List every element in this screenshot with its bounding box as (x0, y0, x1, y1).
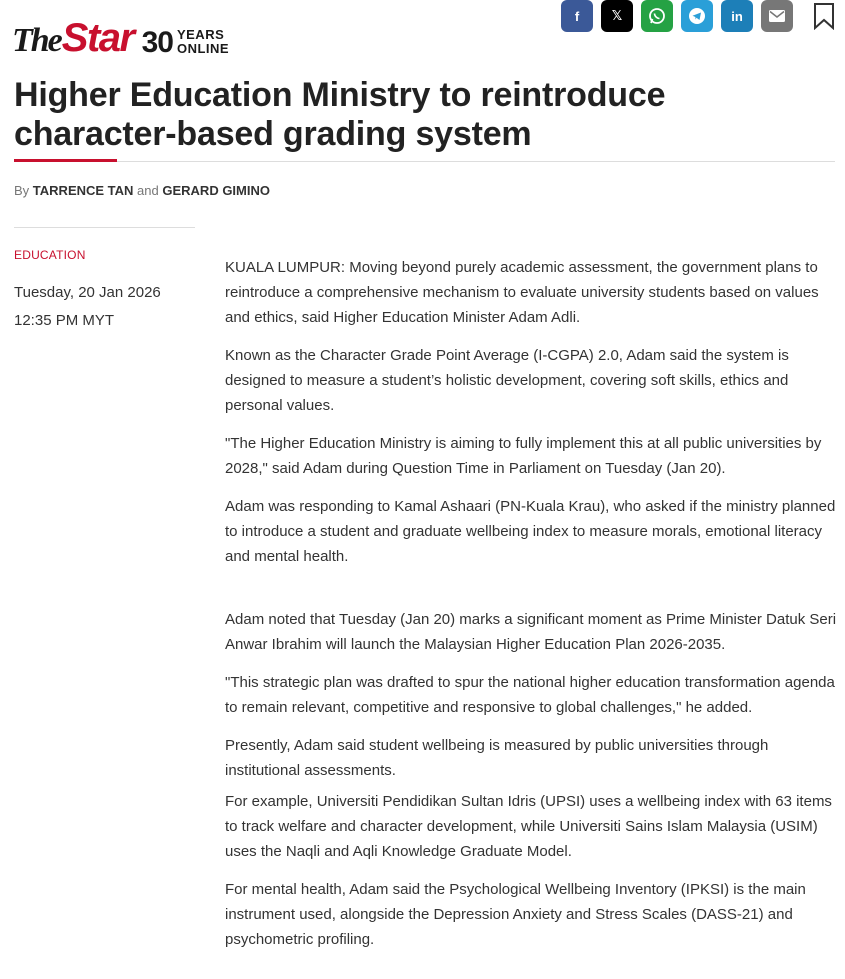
category-link[interactable]: EDUCATION (14, 248, 86, 262)
logo-the: The (12, 22, 61, 59)
byline-by: By (14, 183, 30, 198)
x-icon: 𝕏 (611, 8, 623, 23)
logo-star: Star (61, 16, 134, 60)
bookmark-icon (813, 2, 835, 30)
logo-online: ONLINE (176, 41, 230, 56)
article-paragraph: Adam noted that Tuesday (Jan 20) marks a significant moment as Prime Minister Datuk Seri Anwar Ibrahim will launch the Malaysian Higher Education Plan 2026-2035. (225, 611, 837, 653)
bookmark-button[interactable] (811, 0, 837, 32)
logo-tagline (177, 28, 229, 56)
share-telegram-button[interactable] (681, 0, 713, 32)
publish-day: Tuesday, 20 Jan 2026 (14, 284, 161, 301)
logo-30: 30 (141, 26, 173, 59)
byline (14, 183, 270, 198)
publish-date (14, 279, 161, 335)
byline-and: and (137, 183, 159, 198)
author-link[interactable]: TARRENCE TAN (32, 183, 134, 198)
article-headline: Higher Education Ministry to reintroduce character-based grading system (14, 76, 666, 153)
headline-divider (14, 161, 835, 162)
article-paragraph: Adam was responding to Kamal Ashaari (PN-Kuala Krau), who asked if the ministry planned to introduce a student and graduate wellbeing index to measure morals, emotional literacy and mental health. (225, 498, 836, 565)
sidebar-divider (14, 227, 195, 228)
article-paragraph: Known as the Character Grade Point Average (I-CGPA) 2.0, Adam said the system is designed to measure a student’s holistic development, covering soft skills, ethics and personal values. (225, 347, 789, 414)
telegram-icon (688, 7, 706, 25)
article-paragraph: "The Higher Education Ministry is aiming to fully implement this at all public universities by 2028," said Adam during Question Time in Parliament on Tuesday (Jan 20). (225, 435, 822, 477)
share-facebook-button[interactable] (561, 0, 593, 32)
site-logo[interactable] (12, 8, 229, 58)
author-link[interactable]: GERARD GIMINO (162, 183, 270, 198)
article-paragraph: For mental health, Adam said the Psychological Wellbeing Inventory (IPKSI) is the main instrument used, alongside the Depression Anxiety and Stress Scales (DASS-21) and psychometric profiling. (225, 881, 806, 948)
share-x-button[interactable] (601, 0, 633, 32)
headline-accent (14, 159, 117, 162)
publish-time: 12:35 PM MYT (14, 312, 115, 329)
linkedin-icon: in (731, 8, 743, 24)
share-linkedin-button[interactable] (721, 0, 753, 32)
article-paragraph: Presently, Adam said student wellbeing is measured by public universities through institutional assessments. (225, 737, 769, 779)
email-icon (769, 10, 785, 22)
article-paragraph: KUALA LUMPUR: Moving beyond purely academic assessment, the government plans to reintroduce a comprehensive mechanism to evaluate university students based on values and ethics, said Higher Education Minister Adam Adli. (225, 259, 819, 326)
whatsapp-icon (648, 7, 666, 25)
logo-years: YEARS (176, 27, 225, 42)
article-paragraph: "This strategic plan was drafted to spur the national higher education transformation agenda to remain relevant, competitive and responsive to global challenges," he added. (225, 674, 835, 716)
share-email-button[interactable] (761, 0, 793, 32)
share-whatsapp-button[interactable] (641, 0, 673, 32)
article-paragraph: For example, Universiti Pendidikan Sultan Idris (UPSI) uses a wellbeing index with 63 items to track welfare and character development, while Universiti Sains Islam Malaysia (USIM) uses the Naqli and Aqli Knowledge Graduate Model. (225, 793, 832, 860)
article-body (225, 255, 837, 952)
facebook-icon: f (574, 8, 580, 24)
